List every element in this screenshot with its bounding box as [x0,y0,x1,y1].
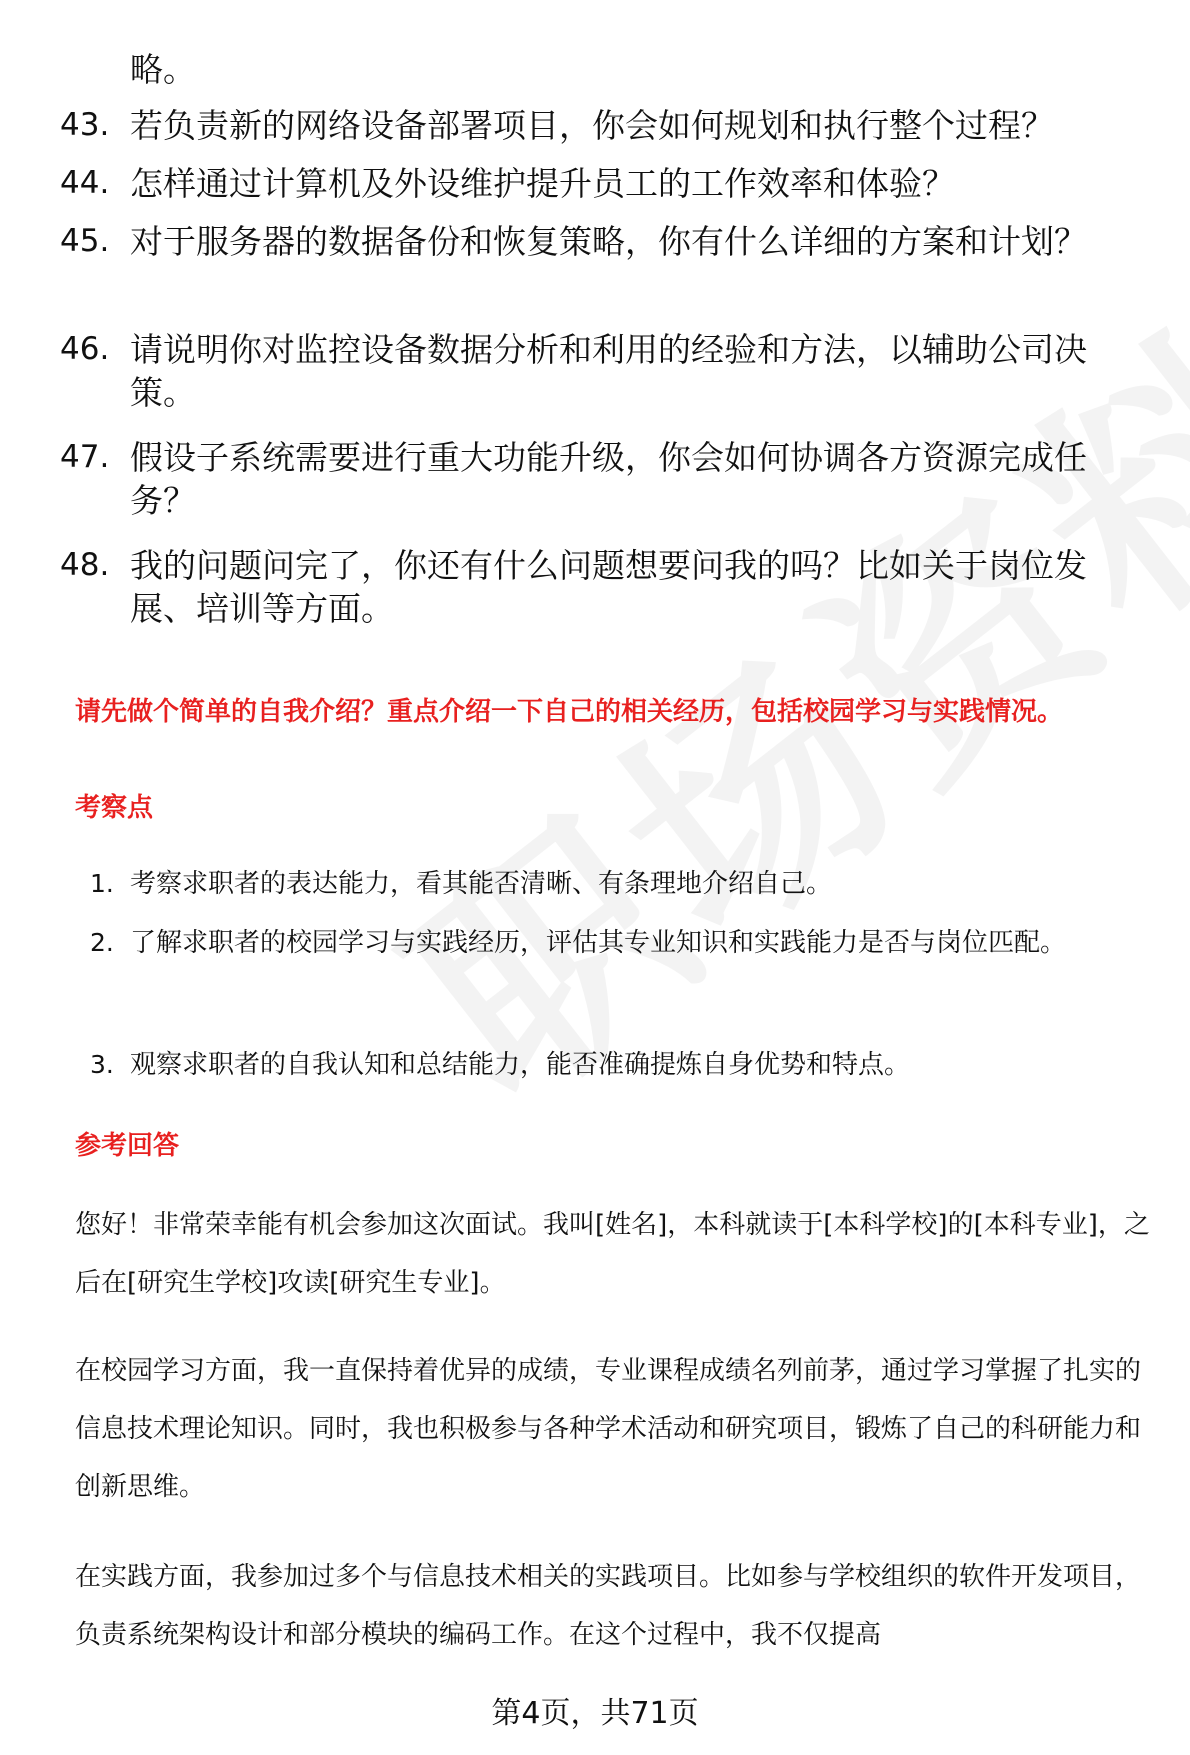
question-text: 对于服务器的数据备份和恢复策略，你有什么详细的方案和计划？ [130,222,1087,261]
point-text: 观察求职者的自我认知和总结能力，能否准确提炼自身优势和特点。 [130,1050,911,1080]
answer-paragraph: 在校园学习方面，我一直保持着优异的成绩，专业课程成绩名列前茅，通过学习掌握了扎实的信息技术理论知识。同时，我也积极参与各种学术活动和研究项目，锻炼了自己的科研能力和创新思维。 [75,1356,1142,1502]
point-text: 考察求职者的表达能力，看其能否清晰、有条理地介绍自己。 [130,869,833,899]
question-text: 若负责新的网络设备部署项目，你会如何规划和执行整个过程？ [130,106,1054,145]
point-text: 了解求职者的校园学习与实践经历，评估其专业知识和实践能力是否与岗位匹配。 [130,928,1067,958]
question-number: 45. [60,223,110,259]
question-number: 47. [60,439,110,475]
point-number: 3. [90,1050,114,1079]
point-number: 1. [90,869,114,898]
points-heading: 考察点 [75,793,154,823]
answer-heading: 参考回答 [75,1131,180,1161]
question-text: 略。 [130,50,196,89]
answer-paragraph: 在实践方面，我参加过多个与信息技术相关的实践项目。比如参与学校组织的软件开发项目，负责系统架构设计和部分模块的编码工作。在这个过程中，我不仅提高 [75,1562,1142,1650]
question-number: 44. [60,165,110,201]
question-text: 我的问题问完了，你还有什么问题想要问我的吗？比如关于岗位发展、培训等方面。 [130,546,1087,628]
question-number: 46. [60,331,110,367]
section-question: 请先做个简单的自我介绍？重点介绍一下自己的相关经历，包括校园学习与实践情况。 [75,697,1064,727]
question-text: 请说明你对监控设备数据分析和利用的经验和方法，以辅助公司决策。 [130,330,1087,412]
question-number: 43. [60,107,110,143]
question-number: 48. [60,547,110,583]
question-text: 假设子系统需要进行重大功能升级，你会如何协调各方资源完成任务？ [130,438,1087,520]
point-number: 2. [90,928,114,957]
answer-paragraph: 您好！非常荣幸能有机会参加这次面试。我叫[姓名]，本科就读于[本科学校]的[本科专业]，之后在[研究生学校]攻读[研究生专业]。 [75,1210,1150,1298]
page-number: 第4页，共71页 [491,1696,699,1731]
question-text: 怎样通过计算机及外设维护提升员工的工作效率和体验？ [130,164,955,203]
